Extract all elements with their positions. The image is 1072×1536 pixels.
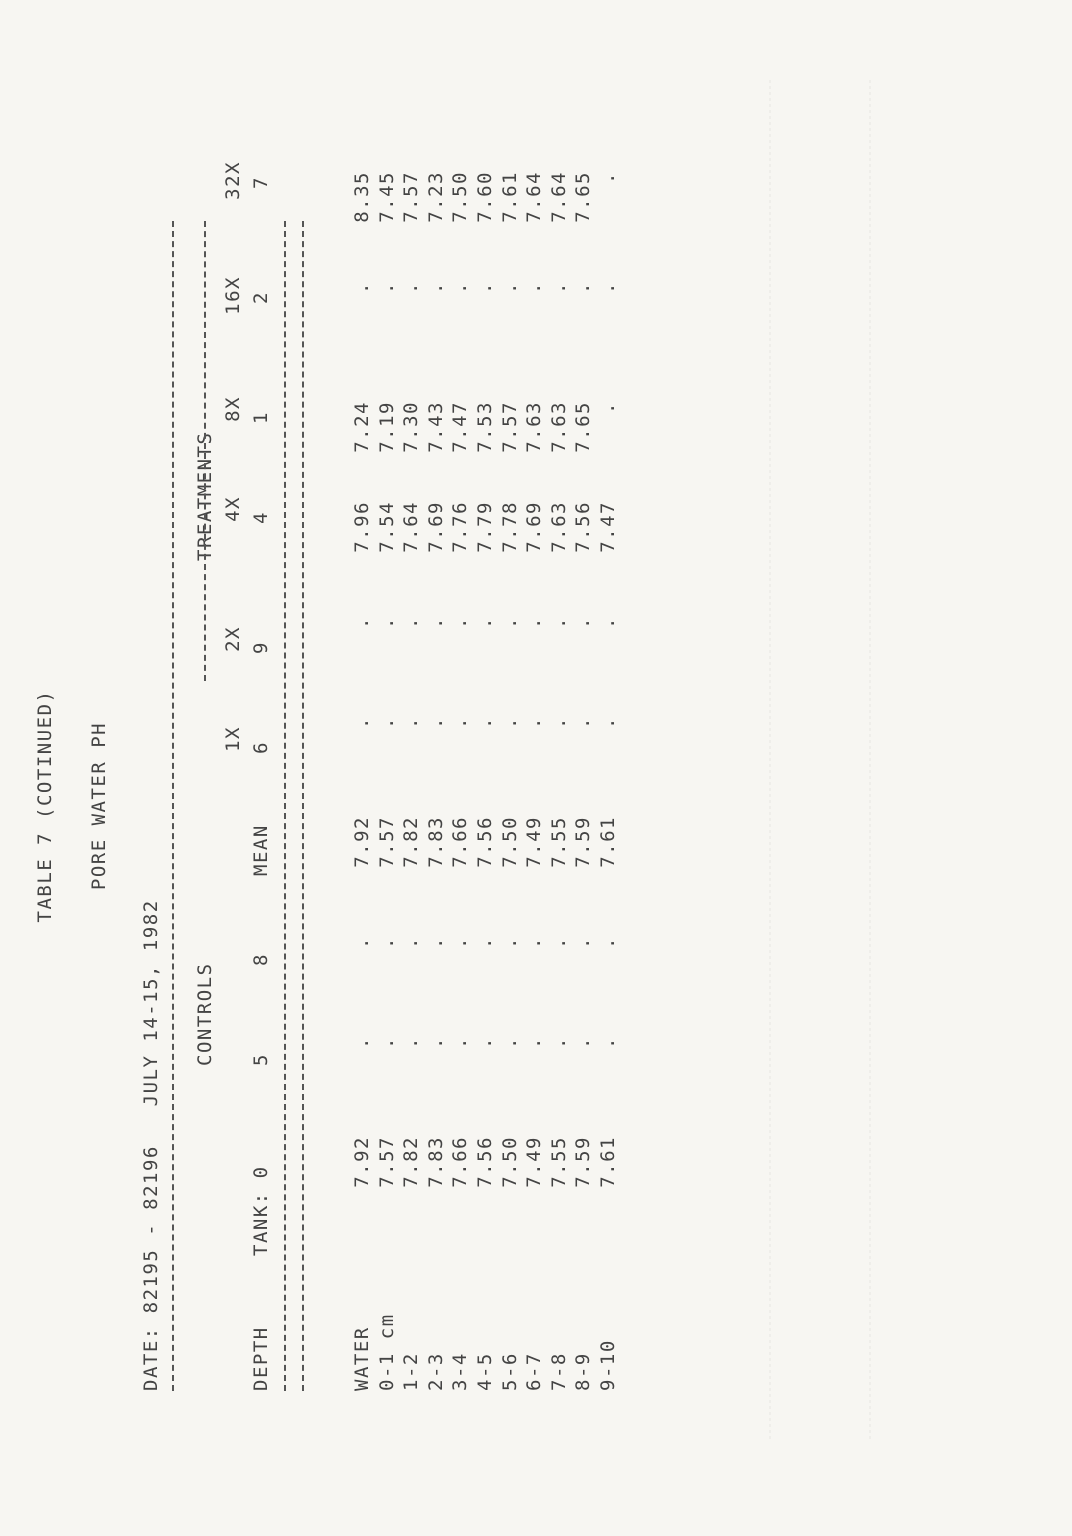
treatments-group-rule-right	[204, 221, 206, 681]
cell-mean: 7.92	[351, 816, 373, 868]
cell-t7: 7.57	[400, 171, 423, 223]
cell-depth: WATER	[351, 1326, 373, 1391]
cell-t9: .	[375, 616, 398, 629]
cell-t0: 7.56	[473, 1136, 496, 1188]
cell-t6: .	[572, 716, 595, 729]
cell-depth: 3-4	[449, 1352, 472, 1391]
cell-t2: .	[498, 281, 521, 294]
cell-t9: .	[424, 616, 447, 629]
cell-t4: 7.76	[449, 501, 472, 553]
table-subtitle: PORE WATER PH	[88, 721, 110, 891]
cell-t6: .	[523, 716, 546, 729]
cell-t1: 7.30	[400, 401, 423, 453]
cell-t6: .	[498, 716, 521, 729]
cell-t9: .	[572, 616, 595, 629]
cell-t1: 7.57	[498, 401, 521, 453]
cell-t1: 7.24	[351, 401, 373, 453]
cell-t0: 7.66	[449, 1136, 472, 1188]
cell-t8: .	[498, 936, 521, 949]
cell-t5: .	[351, 1036, 373, 1049]
cell-t0: 7.57	[375, 1136, 398, 1188]
cell-t8: .	[572, 936, 595, 949]
cell-t6: .	[547, 716, 570, 729]
cell-depth: 4-5	[473, 1352, 496, 1391]
depth-column	[350, 1281, 621, 1391]
cell-depth: 6-7	[523, 1352, 546, 1391]
cell-mean: 7.61	[596, 816, 619, 868]
cell-t5: .	[400, 1036, 423, 1049]
cell-t4: 7.63	[547, 501, 570, 553]
header-mean: MEAN	[250, 824, 272, 876]
cell-t6: .	[449, 716, 472, 729]
tank-2-column	[350, 281, 621, 336]
cell-t1: 7.19	[375, 401, 398, 453]
cell-t5: .	[572, 1036, 595, 1049]
tank-9-column	[350, 616, 621, 671]
cell-mean: 7.66	[449, 816, 472, 868]
header-depth: DEPTH	[250, 1326, 272, 1391]
tank-0-column	[350, 1136, 621, 1191]
cell-t9: .	[523, 616, 546, 629]
cell-t0: 7.50	[498, 1136, 521, 1188]
cell-depth: 5-6	[498, 1352, 521, 1391]
cell-t2: .	[547, 281, 570, 294]
tank-1-column	[350, 401, 621, 456]
cell-t6: .	[424, 716, 447, 729]
cell-mean: 7.57	[375, 816, 398, 868]
cell-t0: 7.49	[523, 1136, 546, 1188]
cell-t2: .	[400, 281, 423, 294]
cell-t8: .	[449, 936, 472, 949]
date-line: DATE: 82195 - 82196 JULY 14-15, 1982	[140, 899, 162, 1391]
cell-t4: 7.78	[498, 501, 521, 553]
cell-t5: .	[498, 1036, 521, 1049]
cell-t1: .	[596, 401, 619, 414]
cell-mean: 7.83	[424, 816, 447, 868]
cell-t6: .	[473, 716, 496, 729]
cell-t2: .	[449, 281, 472, 294]
cell-mean: 7.59	[572, 816, 595, 868]
header-top-rule	[172, 221, 174, 1391]
cell-depth: 9-10	[596, 1339, 619, 1391]
cell-t7: 8.35	[351, 171, 373, 223]
cell-mean: 7.55	[547, 816, 570, 868]
table-title: TABLE 7 (COTINUED)	[34, 689, 56, 923]
header-x8: 8X	[222, 396, 244, 422]
cell-t2: .	[424, 281, 447, 294]
cell-t6: .	[596, 716, 619, 729]
cell-t9: .	[547, 616, 570, 629]
cell-t1: 7.63	[547, 401, 570, 453]
cell-t0: 7.61	[596, 1136, 619, 1188]
cell-t0: 7.92	[351, 1136, 373, 1188]
cell-t2: .	[596, 281, 619, 294]
header-x32: 32X	[222, 161, 244, 200]
tank-4-column	[350, 501, 621, 556]
header-x16: 16X	[222, 276, 244, 315]
cell-t8: .	[351, 936, 373, 949]
cell-mean: 7.56	[473, 816, 496, 868]
cell-mean: 7.82	[400, 816, 423, 868]
cell-t2: .	[473, 281, 496, 294]
cell-t8: .	[400, 936, 423, 949]
header-tank-4: 4	[250, 511, 272, 524]
cell-t1: 7.47	[449, 401, 472, 453]
cell-t2: .	[572, 281, 595, 294]
header-tank-2: 2	[250, 291, 272, 304]
cell-t7: 7.64	[523, 171, 546, 223]
cell-t7: 7.50	[449, 171, 472, 223]
header-rule-1	[284, 221, 286, 1391]
header-x1: 1X	[222, 726, 244, 752]
cell-t1: 7.53	[473, 401, 496, 453]
tank-6-column	[350, 716, 621, 771]
cell-t7: 7.23	[424, 171, 447, 223]
cell-t4: 7.56	[572, 501, 595, 553]
header-x2: 2X	[222, 626, 244, 652]
header-x4: 4X	[222, 496, 244, 522]
cell-t7: 7.65	[572, 171, 595, 223]
cell-t1: 7.43	[424, 401, 447, 453]
controls-group-label: CONTROLS	[194, 962, 216, 1066]
cell-t2: .	[351, 281, 373, 294]
tank-7-column	[350, 171, 621, 226]
cell-t9: .	[449, 616, 472, 629]
cell-depth: 7-8	[547, 1352, 570, 1391]
cell-t5: .	[596, 1036, 619, 1049]
cell-depth: 8-9	[572, 1352, 595, 1391]
cell-t8: .	[596, 936, 619, 949]
cell-t7: .	[596, 171, 619, 184]
cell-t4: 7.47	[596, 501, 619, 553]
treatments-group-label: TREATMENTS	[194, 431, 216, 561]
cell-t6: .	[375, 716, 398, 729]
cell-t5: .	[473, 1036, 496, 1049]
cell-t6: .	[351, 716, 373, 729]
cell-t4: 7.96	[351, 501, 373, 553]
header-tank-0: TANK: 0	[250, 1165, 272, 1256]
cell-t9: .	[596, 616, 619, 629]
cell-t5: .	[375, 1036, 398, 1049]
cell-t9: .	[351, 616, 373, 629]
cell-t0: 7.55	[547, 1136, 570, 1188]
header-tank-9: 9	[250, 641, 272, 654]
cell-t8: .	[375, 936, 398, 949]
cell-mean: 7.50	[498, 816, 521, 868]
tank-5-column	[350, 1036, 621, 1091]
cell-t4: 7.79	[473, 501, 496, 553]
cell-t7: 7.60	[473, 171, 496, 223]
cell-t5: .	[523, 1036, 546, 1049]
cell-t1: 7.65	[572, 401, 595, 453]
cell-t1: 7.63	[523, 401, 546, 453]
cell-t4: 7.54	[375, 501, 398, 553]
cell-t5: .	[449, 1036, 472, 1049]
cell-t0: 7.59	[572, 1136, 595, 1188]
cell-t9: .	[473, 616, 496, 629]
cell-t7: 7.45	[375, 171, 398, 223]
cell-depth: 2-3	[424, 1352, 447, 1391]
header-tank-6: 6	[250, 741, 272, 754]
tank-8-column	[350, 936, 621, 991]
header-rule-2	[302, 221, 304, 1391]
cell-t7: 7.61	[498, 171, 521, 223]
cell-t4: 7.69	[523, 501, 546, 553]
header-tank-8: 8	[250, 953, 272, 966]
cell-depth: 1-2	[400, 1352, 423, 1391]
cell-t5: .	[424, 1036, 447, 1049]
cell-t7: 7.64	[547, 171, 570, 223]
mean-column	[350, 816, 621, 871]
cell-t0: 7.82	[400, 1136, 423, 1188]
cell-mean: 7.49	[523, 816, 546, 868]
cell-t4: 7.64	[400, 501, 423, 553]
cell-t6: .	[400, 716, 423, 729]
cell-depth: 0-1 cm	[375, 1313, 398, 1391]
header-tank-7: 7	[250, 176, 272, 189]
cell-t8: .	[424, 936, 447, 949]
header-tank-1: 1	[250, 411, 272, 424]
cell-t9: .	[498, 616, 521, 629]
cell-t2: .	[375, 281, 398, 294]
header-tank-5: 5	[250, 1053, 272, 1066]
cell-t9: .	[400, 616, 423, 629]
rotated-table	[0, 76, 1072, 1536]
cell-t2: .	[523, 281, 546, 294]
cell-t0: 7.83	[424, 1136, 447, 1188]
cell-t4: 7.69	[424, 501, 447, 553]
cell-t8: .	[547, 936, 570, 949]
cell-t8: .	[473, 936, 496, 949]
cell-t5: .	[547, 1036, 570, 1049]
cell-t8: .	[523, 936, 546, 949]
